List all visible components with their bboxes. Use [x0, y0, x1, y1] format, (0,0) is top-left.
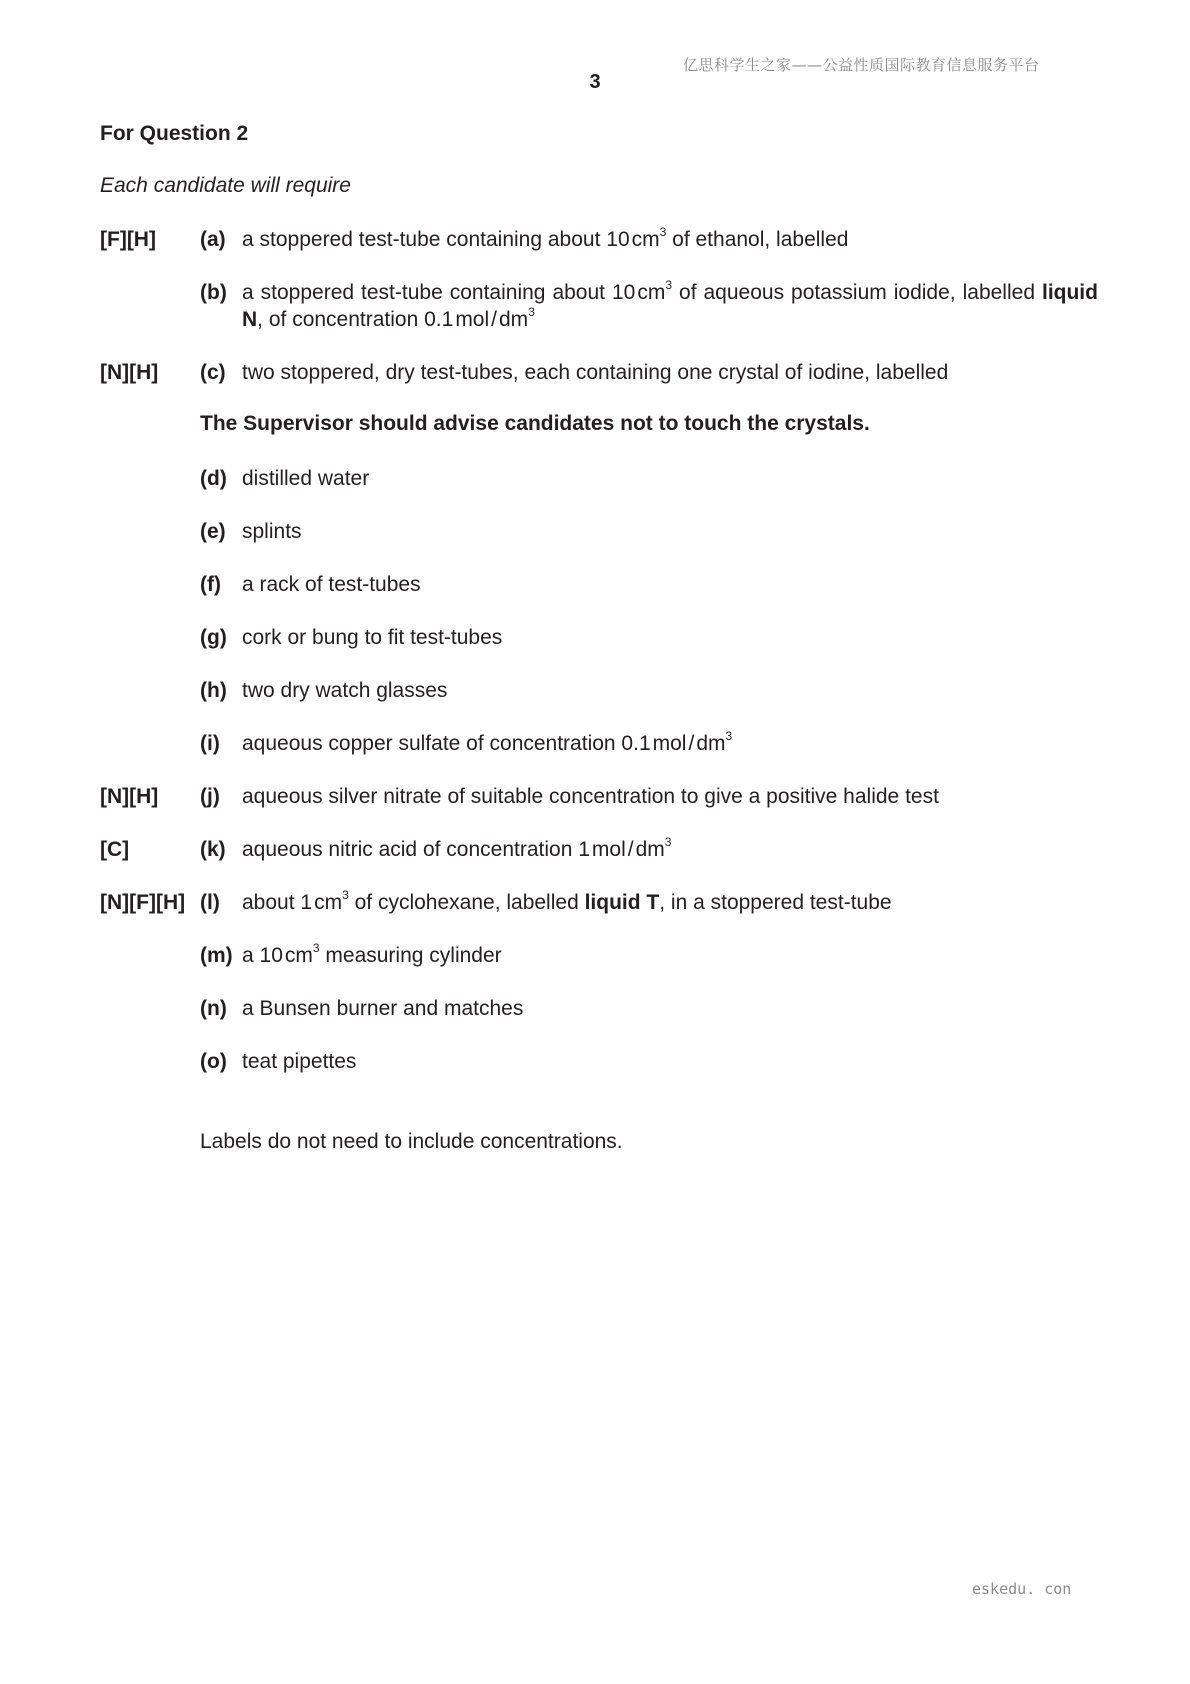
supervisor-note: The Supervisor should advise candidates not to touch the crystals. — [200, 412, 870, 435]
item-text: about $1cm^3$ of cyclohexane, labelled liquid T, in a stoppered test-tube — [242, 888, 892, 914]
item-tag: [N][H] — [100, 785, 159, 808]
item-letter: (m) — [200, 944, 233, 967]
item-text: aqueous nitric acid of concentration $1mol/dm^3$ — [242, 835, 672, 861]
item-tag: [F][H] — [100, 228, 156, 251]
item-letter: (j) — [200, 785, 220, 808]
page-number: 3 — [589, 71, 601, 93]
item-text: a $10cm^3$ measuring cylinder — [242, 941, 502, 967]
item-letter: (e) — [200, 520, 226, 543]
item-letter: (o) — [200, 1050, 227, 1073]
item-letter: (n) — [200, 997, 227, 1020]
watermark-header: 亿思科学生之家——公益性质国际教育信息服务平台 — [683, 56, 1040, 74]
item-letter: (l) — [200, 891, 220, 914]
item-text: aqueous copper sulfate of concentration $0.1mol/dm^3$ — [242, 729, 733, 755]
item-text: a stoppered test-tube containing about $10cm^3$ of aqueous potassium iodide, labelled liquid N, of concentration $0.1mol/dm^3$ — [242, 278, 1098, 331]
item-letter: (f) — [200, 573, 221, 596]
item-text: two dry watch glasses — [242, 679, 448, 702]
item-letter: (k) — [200, 838, 226, 861]
item-text: a stoppered test-tube containing about $10cm^3$ of ethanol, labelled — [242, 225, 849, 251]
question-heading: For Question 2 — [100, 122, 249, 145]
item-letter: (g) — [200, 626, 227, 649]
item-tag: [N][H] — [100, 361, 159, 384]
item-letter: (b) — [200, 281, 227, 304]
item-letter: (a) — [200, 228, 226, 251]
item-text: cork or bung to fit test-tubes — [242, 626, 503, 649]
item-tag: [N][F][H] — [100, 891, 186, 914]
item-text: splints — [242, 520, 302, 543]
item-letter: (i) — [200, 732, 220, 755]
item-text: two stoppered, dry test-tubes, each containing one crystal of iodine, labelled — [242, 361, 949, 384]
item-letter: (d) — [200, 467, 227, 490]
item-text: aqueous silver nitrate of suitable concentration to give a positive halide test — [242, 785, 939, 808]
labels-note: Labels do not need to include concentrations. — [200, 1130, 623, 1153]
item-text: a Bunsen burner and matches — [242, 997, 524, 1020]
watermark-footer: eskedu. con — [972, 1580, 1072, 1598]
item-text: teat pipettes — [242, 1050, 357, 1073]
item-letter: (c) — [200, 361, 226, 384]
item-letter: (h) — [200, 679, 227, 702]
item-text: a rack of test-tubes — [242, 573, 421, 596]
item-tag: [C] — [100, 838, 130, 861]
requirements-intro: Each candidate will require — [100, 174, 351, 197]
item-text: distilled water — [242, 467, 370, 490]
